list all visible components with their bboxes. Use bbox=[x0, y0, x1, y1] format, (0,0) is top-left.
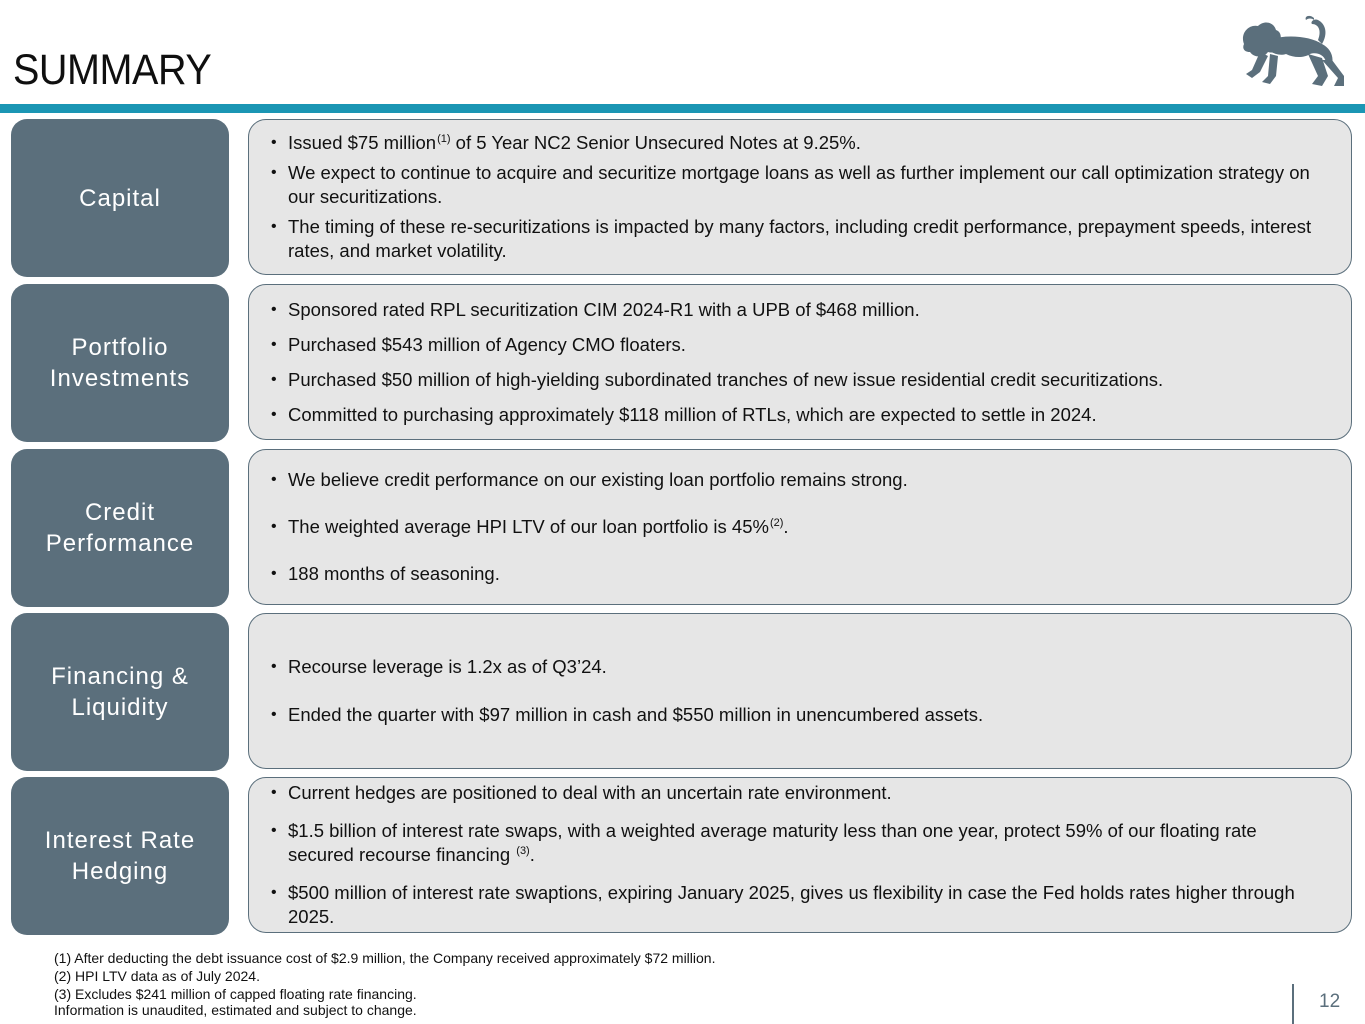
bullet-item: • Recourse leverage is 1.2x as of Q3’24. bbox=[271, 655, 1327, 679]
bullet-item: • 188 months of seasoning. bbox=[271, 562, 1327, 586]
section-portfolio-investments bbox=[11, 284, 1354, 442]
section-financing-liquidity bbox=[11, 613, 1354, 771]
bullet-item: • $1.5 billion of interest rate swaps, with a weighted average maturity less than one year, protect 59% of our floating rate secured recourse financing $^{(3)}$. bbox=[271, 819, 1327, 867]
section-label-box bbox=[11, 284, 229, 442]
section-content bbox=[248, 777, 1352, 933]
bullet-item: • $500 million of interest rate swaptions, expiring January 2025, gives us flexibility in case the Fed holds rates higher through 2025. bbox=[271, 881, 1327, 929]
page-title: SUMMARY bbox=[13, 46, 212, 94]
footnote: (3) Excludes $241 million of capped floating rate financing. bbox=[54, 986, 417, 1002]
section-label: Portfolio Investments bbox=[49, 334, 191, 392]
bullet-item: • The timing of these re-securitizations is impacted by many factors, including credit performance, prepayment speeds, interest rates, and market volatility. bbox=[271, 215, 1327, 263]
bullet-item: • Purchased $543 million of Agency CMO floaters. bbox=[271, 333, 1327, 357]
bullet-item: • Purchased $50 million of high-yielding subordinated tranches of new issue residential credit securitizations. bbox=[271, 368, 1327, 392]
footnote: (1) After deducting the debt issuance cost of $2.9 million, the Company received approximately $72 million. bbox=[54, 950, 716, 966]
bullet-item: • Committed to purchasing approximately $118 million of RTLs, which are expected to settle in 2024. bbox=[271, 403, 1327, 427]
bullet-item: • Sponsored rated RPL securitization CIM 2024-R1 with a UPB of $468 million. bbox=[271, 298, 1327, 322]
footnotes bbox=[54, 949, 715, 1017]
page-number: 12 bbox=[1319, 991, 1341, 1012]
section-credit-performance bbox=[11, 449, 1354, 607]
section-content bbox=[248, 449, 1352, 605]
bullet-item: • The weighted average HPI LTV of our loan portfolio is 45%$^{(2)}$. bbox=[271, 515, 1327, 539]
header-rule bbox=[0, 104, 1365, 113]
lion-logo-icon bbox=[1238, 14, 1346, 94]
section-capital bbox=[11, 119, 1354, 277]
section-label: Credit Performance bbox=[45, 499, 195, 557]
section-label-box bbox=[11, 613, 229, 771]
bullet-item: • Ended the quarter with $97 million in cash and $550 million in unencumbered assets. bbox=[271, 703, 1327, 727]
section-label-box bbox=[11, 119, 229, 277]
bullet-item: • Issued $75 million$^{(1)}$ of 5 Year NC2 Senior Unsecured Notes at 9.25%. bbox=[271, 131, 1327, 155]
footnote: (2) HPI LTV data as of July 2024. bbox=[54, 968, 260, 984]
section-content bbox=[248, 613, 1352, 769]
section-label: Interest Rate Hedging bbox=[44, 827, 196, 885]
disclaimer: Information is unaudited, estimated and subject to change. bbox=[54, 1002, 417, 1018]
section-content bbox=[248, 284, 1352, 440]
section-label: Capital bbox=[79, 184, 161, 212]
section-content bbox=[248, 119, 1352, 275]
bullet-item: • Current hedges are positioned to deal with an uncertain rate environment. bbox=[271, 781, 1327, 805]
bullet-item: • We believe credit performance on our existing loan portfolio remains strong. bbox=[271, 468, 1327, 492]
section-label-box bbox=[11, 449, 229, 607]
section-interest-rate-hedging bbox=[11, 777, 1354, 935]
bullet-item: • We expect to continue to acquire and securitize mortgage loans as well as further implement our call optimization strategy on our securitizations. bbox=[271, 161, 1327, 209]
section-label-box bbox=[11, 777, 229, 935]
section-label: Financing & Liquidity bbox=[51, 663, 189, 721]
page-number-divider bbox=[1292, 984, 1294, 1024]
